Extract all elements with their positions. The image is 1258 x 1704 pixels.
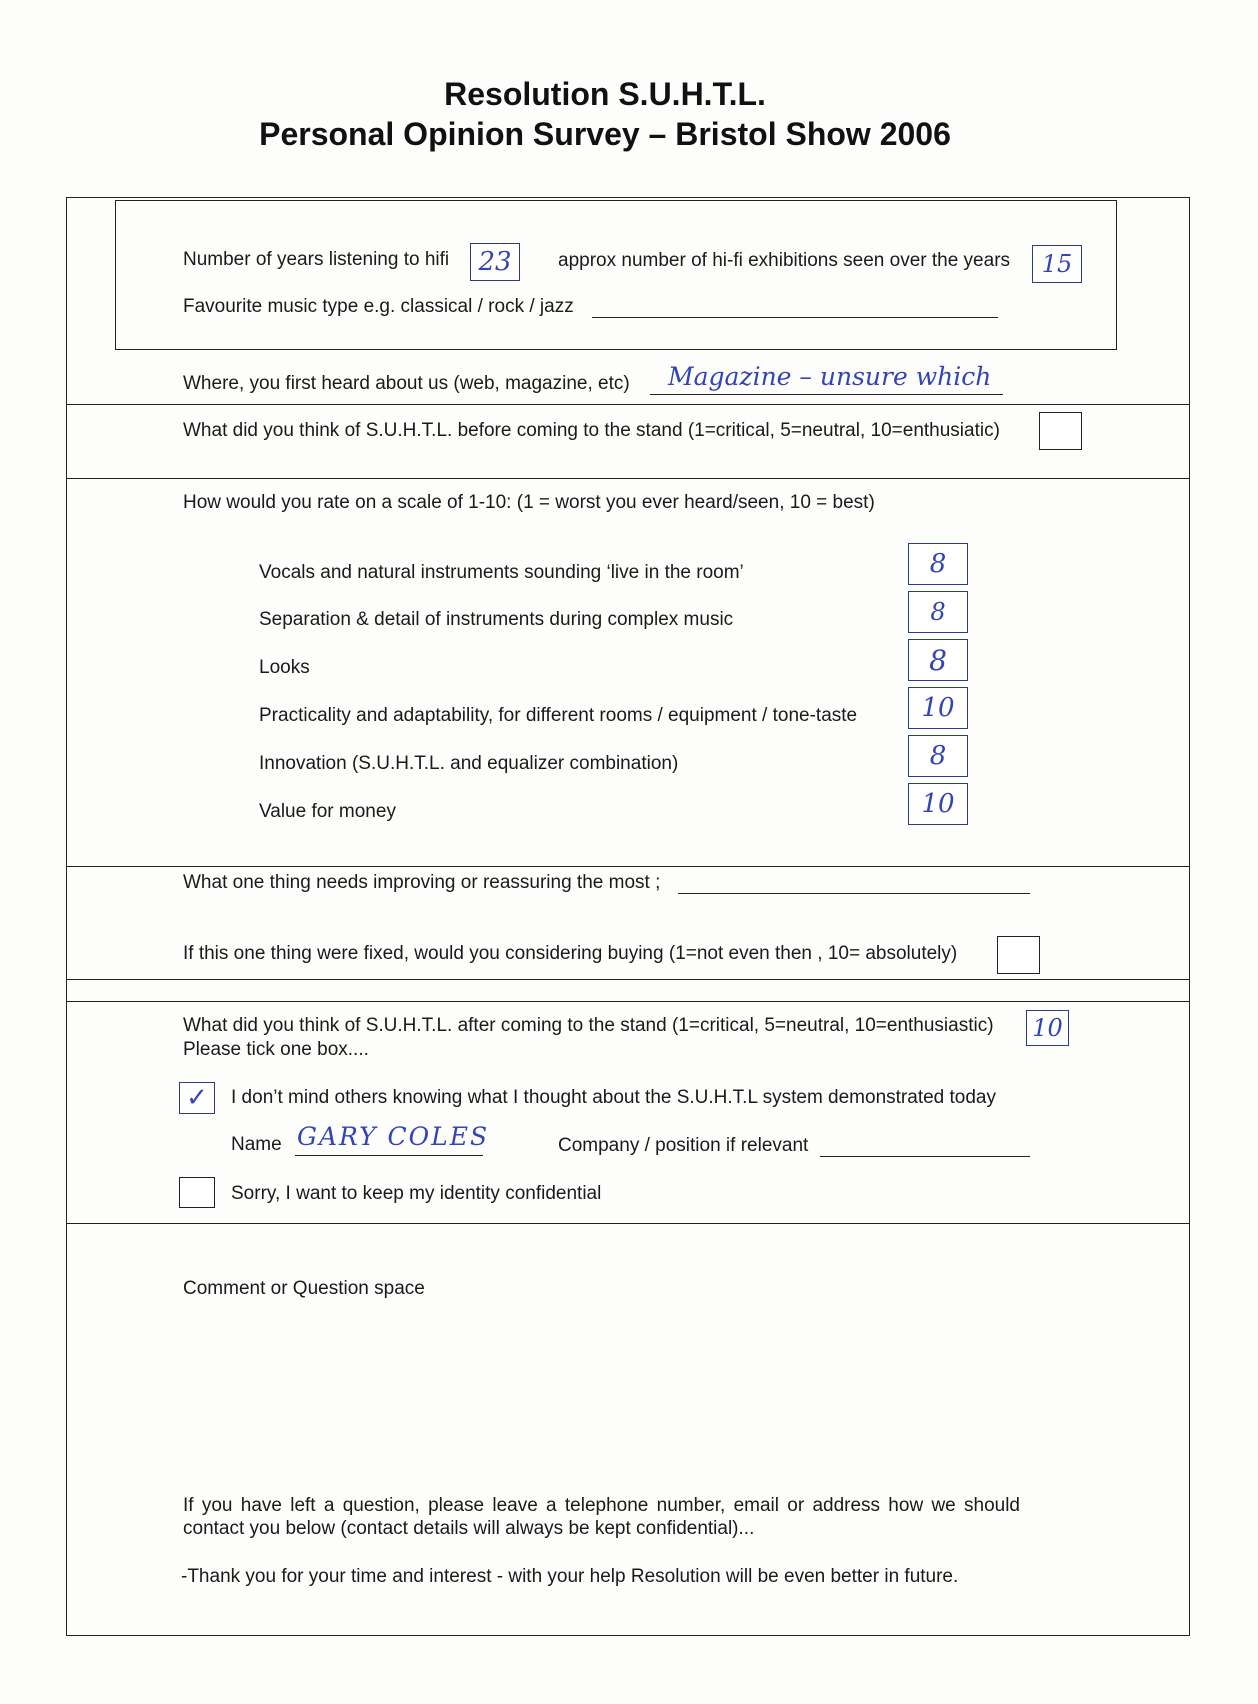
rating-label-value: Value for money [259,801,396,822]
rating-input-separation[interactable] [908,591,968,633]
rating-value-value: 10 [921,789,955,819]
name-value: GARY COLES [297,1122,490,1151]
ratings-intro: How would you rate on a scale of 1-10: (1 = worst you ever heard/seen, 10 = best) [183,492,875,513]
option-private-checkbox[interactable] [179,1177,215,1208]
thank-you-note: -Thank you for your time and interest - with your help Resolution will be even better in future. [181,1566,959,1587]
rating-label-practicality: Practicality and adaptability, for different rooms / equipment / tone-taste [259,705,858,726]
after-rating-input[interactable] [1026,1010,1069,1046]
option-public-checkbox[interactable] [179,1082,215,1114]
music-type-label: Favourite music type e.g. classical / rock / jazz [183,296,574,317]
heard-about-label: Where, you first heard about us (web, magazine, etc) [183,373,630,394]
exhibitions-value: 15 [1041,250,1073,278]
divider [66,478,1190,479]
improve-field[interactable] [678,893,1030,894]
buy-rating-input[interactable] [997,936,1040,974]
option-public-label: I don’t mind others knowing what I thought about the S.U.H.T.L system demonstrated today [231,1087,996,1108]
before-label: What did you think of S.U.H.T.L. before coming to the stand (1=critical, 5=neutral, 10=enthusiatic) [183,420,1000,441]
divider [66,1001,1190,1002]
rating-input-vocals[interactable] [908,543,968,585]
rating-label-looks: Looks [259,657,310,678]
company-label: Company / position if relevant [558,1135,809,1156]
option-private-label: Sorry, I want to keep my identity confidential [231,1183,602,1204]
comment-label: Comment or Question space [183,1278,425,1299]
rating-input-practicality[interactable] [908,687,968,729]
rating-value-vocals: 8 [929,549,947,579]
rating-input-looks[interactable] [908,639,968,681]
profile-box [115,200,1117,350]
after-rating-value: 10 [1032,1014,1063,1042]
heard-about-value: Magazine – unsure which [668,362,992,391]
rating-value-separation: 8 [930,598,946,626]
check-mark-icon: ✓ [186,1083,208,1113]
rating-value-practicality: 10 [921,693,955,723]
comment-area[interactable] [183,1305,1063,1480]
exhibitions-label: approx number of hi-fi exhibitions seen over the years [558,250,1011,271]
rating-label-separation: Separation & detail of instruments during complex music [259,609,734,630]
contact-note-line1: If you have left a question, please leave a telephone number, email or address how we should [183,1495,1021,1516]
name-label: Name [231,1134,282,1155]
years-listening-value: 23 [478,247,512,277]
rating-label-vocals: Vocals and natural instruments sounding ‘live in the room’ [259,562,744,583]
name-field[interactable] [295,1122,490,1156]
before-rating-input[interactable] [1039,412,1082,450]
years-listening-label: Number of years listening to hifi [183,249,450,270]
rating-value-innovation: 8 [929,741,947,771]
rating-value-looks: 8 [929,643,947,677]
divider [66,1223,1190,1224]
form-title: Resolution S.U.H.T.L. [444,76,766,112]
divider [66,404,1190,405]
exhibitions-input[interactable] [1032,245,1082,283]
rating-input-innovation[interactable] [908,735,968,777]
music-type-field[interactable] [592,317,998,318]
divider [66,979,1190,980]
years-listening-input[interactable] [470,243,520,281]
buy-label: If this one thing were fixed, would you considering buying (1=not even then , 10= absolutely) [183,943,958,964]
form-subtitle: Personal Opinion Survey – Bristol Show 2006 [259,116,951,152]
heard-about-field[interactable] [650,362,1003,395]
improve-label: What one thing needs improving or reassuring the most ; [183,872,661,893]
contact-note-line2: contact you below (contact details will always be kept confidential)... [183,1518,755,1539]
company-field[interactable] [820,1156,1030,1157]
rating-input-value[interactable] [908,783,968,825]
rating-label-innovation: Innovation (S.U.H.T.L. and equalizer combination) [259,753,679,774]
divider [66,866,1190,867]
after-label: What did you think of S.U.H.T.L. after coming to the stand (1=critical, 5=neutral, 10=enthusiastic) [183,1015,994,1036]
tick-instruction: Please tick one box.... [183,1039,369,1060]
